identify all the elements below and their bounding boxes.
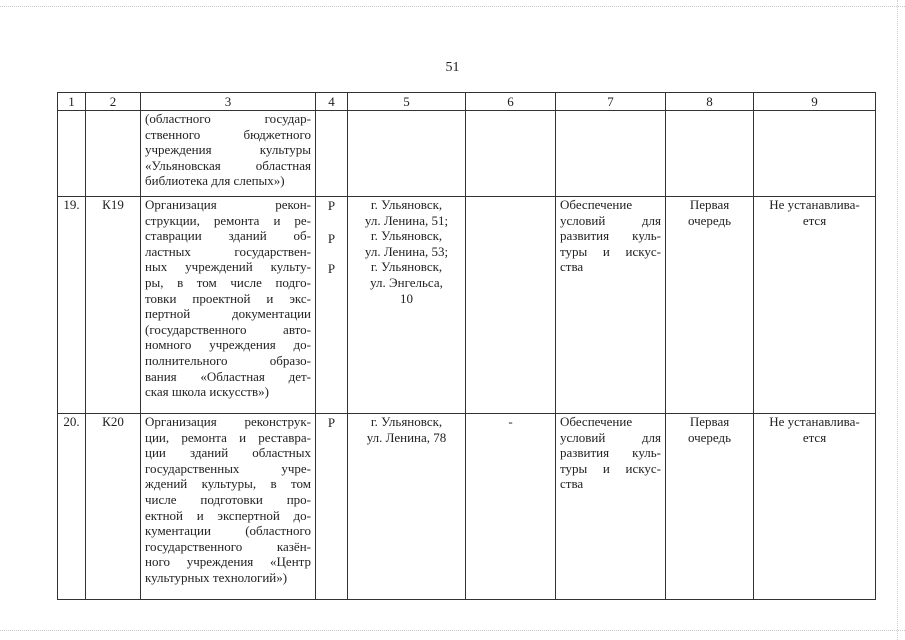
zone-line: ется [802, 212, 827, 228]
cell-queue [666, 111, 754, 197]
status-mark: Р [327, 198, 336, 213]
name-line: библиотека для слепых») [145, 173, 285, 189]
purpose-line: Обеспечение [560, 197, 633, 212]
header-cell: 2 [86, 93, 141, 111]
name-line: ных учреждений культу- [145, 259, 311, 275]
purpose-line: условий для [560, 429, 661, 445]
document-table [57, 92, 876, 600]
cell-num [58, 111, 86, 197]
cell-queue [666, 197, 754, 414]
purpose-line: Обеспечение [560, 414, 633, 429]
name-line: ции зданий областных [145, 445, 311, 461]
zone-line: Не устанавлива- [769, 197, 860, 212]
header-cell: 6 [466, 93, 556, 111]
location-line: ул. Ленина, 78 [366, 429, 447, 445]
name-line: культурных технологий») [145, 569, 288, 585]
page-number: 51 [445, 60, 460, 75]
cell-col6 [466, 197, 556, 414]
location-line: ул. Ленина, 53; [364, 243, 449, 259]
name-line: вания «Областная дет- [145, 368, 311, 384]
purpose-line: туры и искус- [560, 243, 661, 259]
cell-queue [666, 414, 754, 600]
name-line: ственного бюджетного [145, 126, 311, 142]
cell-status [316, 414, 348, 600]
name-line: (областного государ- [145, 111, 311, 126]
cell-zone [754, 197, 876, 414]
header-cell: 5 [348, 93, 466, 111]
location-line: ул. Энгельса, [370, 274, 443, 290]
status-mark: Р [327, 230, 336, 246]
purpose-line: ства [560, 476, 584, 492]
cell-name [141, 414, 316, 600]
cell-name [141, 111, 316, 197]
name-line: кументации (областного [145, 523, 311, 539]
queue-line: Первая [689, 197, 730, 212]
name-line: ластных государствен- [145, 243, 311, 259]
name-line: номного учреждения до- [145, 337, 311, 353]
name-line: учреждения культуры [145, 142, 311, 158]
cell-code [86, 111, 141, 197]
name-line: ская школа искусств») [145, 384, 269, 400]
name-line: струкции, ремонта и ре- [145, 212, 311, 228]
name-line: «Ульяновская областная [145, 157, 311, 173]
location-line: г. Ульяновск, [370, 414, 443, 429]
location-line: г. Ульяновск, [370, 197, 443, 212]
cell-code: К20 [86, 414, 141, 600]
name-line: Организация реконструк- [145, 414, 311, 429]
name-line: пертной документации [145, 306, 311, 322]
cell-name [141, 197, 316, 414]
cell-zone [754, 414, 876, 600]
cell-col6: - [466, 414, 556, 600]
name-line: (государственного авто- [145, 321, 311, 337]
name-line: ного учреждения «Центр [145, 554, 311, 570]
cell-status [316, 111, 348, 197]
name-line: полнительного образо- [145, 352, 311, 368]
name-line: ектной и экспертной до- [145, 507, 311, 523]
name-line: Организация рекон- [145, 197, 311, 212]
zone-line: ется [802, 429, 827, 445]
queue-line: очередь [687, 429, 732, 445]
purpose-line: туры и искус- [560, 460, 661, 476]
cell-purpose [556, 414, 666, 600]
cell-status [316, 197, 348, 414]
purpose-line: условий для [560, 212, 661, 228]
cell-purpose [556, 197, 666, 414]
location-line: г. Ульяновск, [370, 259, 443, 275]
header-cell: 9 [754, 93, 876, 111]
cell-location [348, 111, 466, 197]
scan-edge-bottom [0, 630, 905, 632]
cell-location [348, 414, 466, 600]
name-line: ставрации зданий об- [145, 228, 311, 244]
table-row-continuation [58, 111, 876, 197]
status-mark: Р [327, 261, 336, 277]
queue-line: очередь [687, 212, 732, 228]
header-cell: 3 [141, 93, 316, 111]
purpose-line: развития куль- [560, 228, 661, 244]
header-cell: 1 [58, 93, 86, 111]
name-line: государственного казён- [145, 538, 311, 554]
purpose-line: ства [560, 259, 584, 275]
cell-num: 19. [58, 197, 86, 414]
name-line: ции, ремонта и реставра- [145, 429, 311, 445]
queue-line: Первая [689, 414, 730, 429]
cell-num: 20. [58, 414, 86, 600]
scan-edge-top [0, 6, 905, 8]
name-line: ры, в том числе подго- [145, 274, 311, 290]
cell-zone [754, 111, 876, 197]
table-row [58, 414, 876, 600]
name-line: числе подготовки про- [145, 491, 311, 507]
cell-col6 [466, 111, 556, 197]
header-cell: 7 [556, 93, 666, 111]
location-line: 10 [400, 290, 413, 306]
purpose-line: развития куль- [560, 445, 661, 461]
name-line: государственных учре- [145, 460, 311, 476]
table-header-row [58, 93, 876, 111]
zone-line: Не устанавлива- [769, 414, 860, 429]
cell-code: К19 [86, 197, 141, 414]
table-row [58, 197, 876, 414]
name-line: ждений культуры, в том [145, 476, 311, 492]
status-mark: Р [327, 415, 336, 430]
header-cell: 4 [316, 93, 348, 111]
cell-location [348, 197, 466, 414]
location-line: г. Ульяновск, [370, 228, 443, 244]
location-line: ул. Ленина, 51; [364, 212, 449, 228]
scan-edge-right [897, 0, 899, 640]
header-cell: 8 [666, 93, 754, 111]
name-line: товки проектной и экс- [145, 290, 311, 306]
cell-purpose [556, 111, 666, 197]
